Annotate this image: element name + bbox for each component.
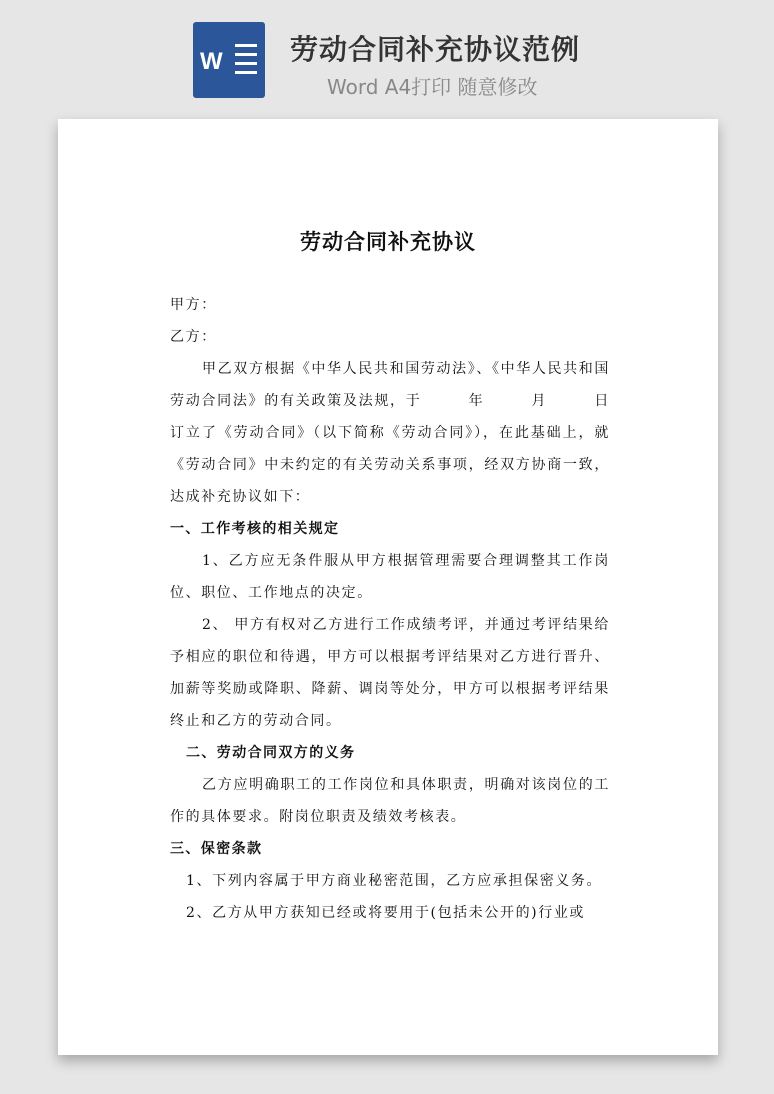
party-a-line: 甲方： (170, 297, 217, 313)
section2-paragraph1: 乙方应明确职工的工作岗位和具体职责，明确对该岗位的工作的具体要求。附岗位职责及绩效考核表。 (170, 777, 610, 825)
word-logo-letter: W (200, 48, 223, 75)
page-subtitle: Word A4打印 随意修改 (327, 75, 538, 99)
section3-heading: 三、保密条款 (170, 841, 263, 857)
word-icon (193, 22, 265, 98)
word-logo-lines (235, 44, 257, 80)
section3-paragraph1: 1、下列内容属于甲方商业秘密范围，乙方应承担保密义务。 (186, 873, 603, 889)
section2-heading: 二、劳动合同双方的义务 (186, 745, 356, 761)
document-body (170, 289, 610, 929)
section3-paragraph2: 2、乙方从甲方获知已经或将要用于(包括未公开的)行业或 (186, 905, 586, 921)
section1-paragraph1: 1、乙方应无条件服从甲方根据管理需要合理调整其工作岗位、职位、工作地点的决定。 (170, 553, 610, 601)
document-title: 劳动合同补充协议 (300, 230, 476, 254)
section1-heading: 一、工作考核的相关规定 (170, 521, 340, 537)
page-header (0, 0, 774, 118)
page-title: 劳动合同补充协议范例 (290, 33, 581, 66)
section1-paragraph2: 2、 甲方有权对乙方进行工作成绩考评，并通过考评结果给予相应的职位和待遇，甲方可以根据考评结果对乙方进行晋升、加薪等奖励或降职、降薪、调岗等处分，甲方可以根据考评结果终止和乙方的劳动合同。 (170, 617, 610, 729)
party-b-line: 乙方： (170, 329, 217, 345)
intro-paragraph: 甲乙双方根据《中华人民共和国劳动法》、《中华人民共和国劳动合同法》的有关政策及法规，于 年 月 日订立了《劳动合同》（以下简称《劳动合同》），在此基础上，就《劳动合同》中未约定的有关劳动关系事项，经双方协商一致，达成补充协议如下： (170, 361, 610, 505)
document-page (58, 119, 718, 1055)
